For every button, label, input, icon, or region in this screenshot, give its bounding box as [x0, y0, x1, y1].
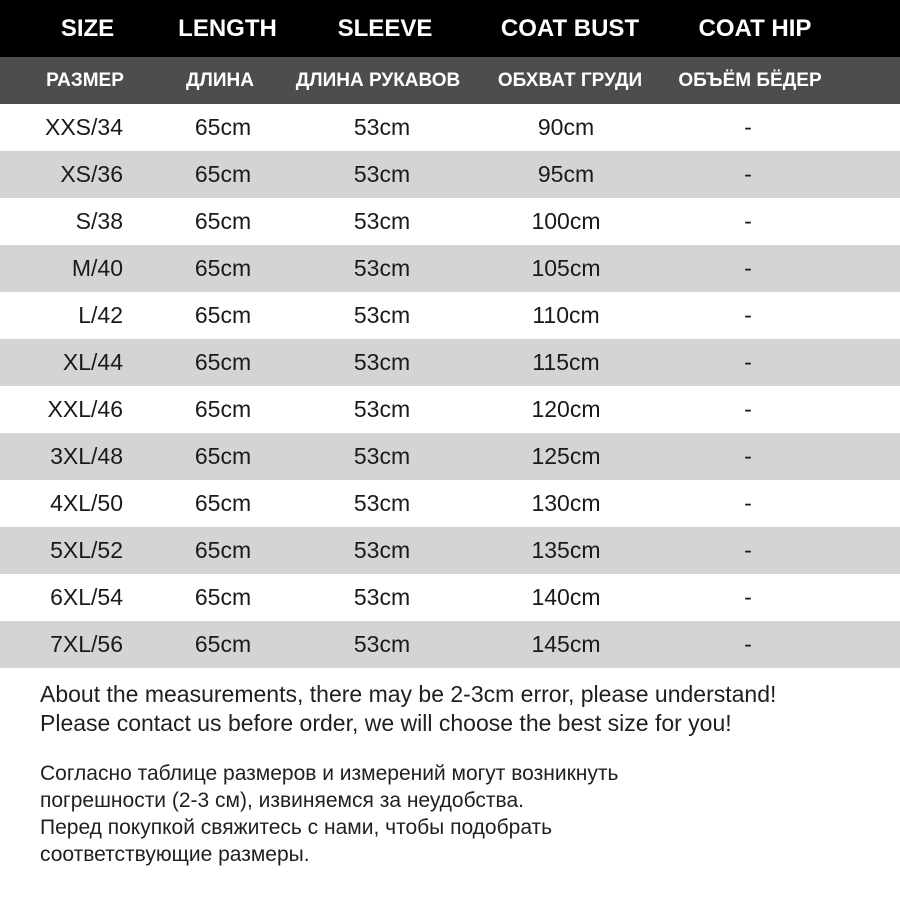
cell-sleeve: 53cm [353, 584, 411, 610]
cell-size: 4XL/50 [50, 490, 123, 516]
cell-length: 65cm [194, 255, 252, 281]
notes-english [40, 680, 890, 738]
header-coat-hip-ru: ОБЪЁМ БЁДЕР [678, 69, 822, 91]
cell-hip: - [744, 631, 752, 657]
cell-size: M/40 [71, 255, 123, 281]
notes-russian [40, 760, 890, 868]
cell-length: 65cm [194, 584, 252, 610]
cell-size: XXS/34 [45, 114, 123, 140]
cell-size: XXL/46 [47, 396, 123, 422]
cell-length: 65cm [194, 443, 252, 469]
size-table-body [0, 104, 900, 668]
cell-length: 65cm [194, 161, 252, 187]
cell-size: 6XL/54 [50, 584, 123, 610]
cell-length: 65cm [194, 537, 252, 563]
cell-hip: - [744, 349, 752, 375]
header-row-english [0, 0, 900, 57]
header-coat-bust: COAT BUST [500, 14, 640, 42]
header-length: LENGTH [178, 14, 277, 42]
table-row [0, 574, 900, 621]
header-sleeve-ru: ДЛИНА РУКАВОВ [295, 69, 461, 91]
cell-hip: - [744, 396, 752, 422]
cell-bust: 140cm [531, 584, 601, 610]
header-sleeve: SLEEVE [337, 14, 433, 42]
note-line: соответствующие размеры. [40, 843, 310, 866]
cell-sleeve: 53cm [353, 631, 411, 657]
cell-length: 65cm [194, 302, 252, 328]
cell-sleeve: 53cm [353, 396, 411, 422]
cell-hip: - [744, 161, 752, 187]
cell-hip: - [744, 208, 752, 234]
table-row [0, 151, 900, 198]
cell-size: S/38 [75, 208, 123, 234]
note-line: Согласно таблице размеров и измерений могут возникнуть [40, 762, 619, 785]
cell-bust: 115cm [532, 349, 600, 375]
cell-size: XS/36 [60, 161, 123, 187]
table-row [0, 198, 900, 245]
cell-size: 7XL/56 [50, 631, 123, 657]
cell-size: L/42 [78, 302, 123, 328]
header-length-ru: ДЛИНА [186, 69, 254, 91]
cell-length: 65cm [194, 208, 252, 234]
cell-bust: 120cm [531, 396, 601, 422]
cell-sleeve: 53cm [353, 161, 411, 187]
cell-bust: 130cm [531, 490, 601, 516]
cell-sleeve: 53cm [353, 208, 411, 234]
cell-size: 5XL/52 [50, 537, 123, 563]
cell-size: XL/44 [62, 349, 123, 375]
cell-sleeve: 53cm [353, 114, 411, 140]
cell-hip: - [744, 255, 752, 281]
cell-sleeve: 53cm [353, 255, 411, 281]
header-row-russian [0, 57, 900, 104]
header-size: SIZE [60, 14, 115, 42]
table-row [0, 621, 900, 668]
cell-length: 65cm [194, 631, 252, 657]
table-row [0, 245, 900, 292]
cell-sleeve: 53cm [353, 349, 411, 375]
cell-bust: 110cm [532, 302, 600, 328]
cell-sleeve: 53cm [353, 537, 411, 563]
header-coat-hip: COAT HIP [698, 14, 812, 42]
cell-hip: - [744, 537, 752, 563]
note-line: Please contact us before order, we will choose the best size for you! [40, 710, 732, 736]
cell-hip: - [744, 584, 752, 610]
cell-sleeve: 53cm [353, 490, 411, 516]
cell-bust: 105cm [531, 255, 601, 281]
cell-length: 65cm [194, 349, 252, 375]
cell-bust: 90cm [537, 114, 595, 140]
cell-length: 65cm [194, 114, 252, 140]
table-row [0, 104, 900, 151]
table-row [0, 527, 900, 574]
header-size-ru: РАЗМЕР [46, 69, 124, 91]
note-line: Перед покупкой свяжитесь с нами, чтобы подобрать [40, 816, 553, 839]
table-row [0, 339, 900, 386]
cell-bust: 95cm [537, 161, 595, 187]
cell-hip: - [744, 302, 752, 328]
table-row [0, 292, 900, 339]
table-row [0, 480, 900, 527]
cell-bust: 145cm [531, 631, 601, 657]
cell-hip: - [744, 443, 752, 469]
cell-length: 65cm [194, 490, 252, 516]
table-row [0, 433, 900, 480]
cell-bust: 125cm [531, 443, 601, 469]
cell-bust: 100cm [531, 208, 601, 234]
cell-size: 3XL/48 [50, 443, 123, 469]
cell-sleeve: 53cm [353, 302, 411, 328]
cell-hip: - [744, 114, 752, 140]
cell-bust: 135cm [531, 537, 601, 563]
cell-hip: - [744, 490, 752, 516]
note-line: About the measurements, there may be 2-3cm error, please understand! [40, 681, 777, 707]
note-line: погрешности (2-3 см), извиняемся за неудобства. [40, 789, 524, 812]
cell-sleeve: 53cm [353, 443, 411, 469]
cell-length: 65cm [194, 396, 252, 422]
table-row [0, 386, 900, 433]
header-coat-bust-ru: ОБХВАТ ГРУДИ [497, 69, 643, 91]
